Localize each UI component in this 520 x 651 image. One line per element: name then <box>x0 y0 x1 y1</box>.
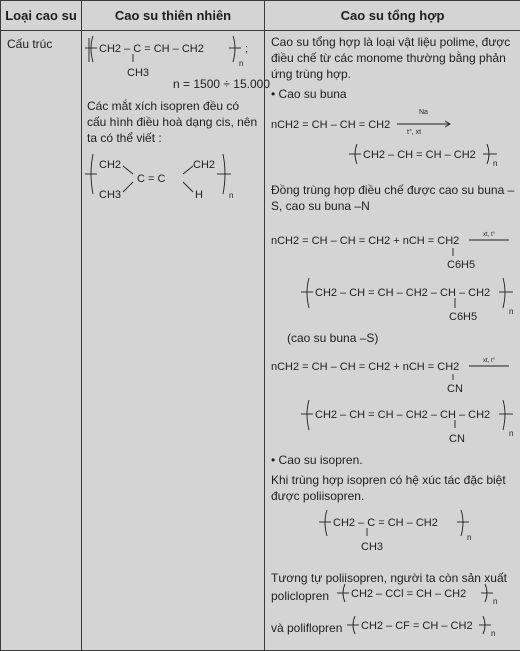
row-label-structure: Cấu trúc <box>7 37 53 51</box>
svg-text:CH2 – CH = CH – CH2: CH2 – CH = CH – CH2 <box>363 149 476 161</box>
svg-text:n: n <box>493 597 498 606</box>
svg-text:CH2 – CCl = CH – CH2: CH2 – CCl = CH – CH2 <box>351 588 467 600</box>
isoprene-text: Khi trùng hợp isopren có hệ xúc tác đặc biệt được poliisopren. <box>271 473 506 503</box>
svg-text:CH3: CH3 <box>99 189 122 201</box>
svg-text:CH2: CH2 <box>99 159 122 171</box>
isoprene-title: • Cao su isopren. <box>271 453 363 467</box>
svg-text:t°, xt: t°, xt <box>407 129 422 136</box>
svg-text:CN: CN <box>447 383 463 395</box>
svg-text:CH3: CH3 <box>127 67 150 79</box>
header-synthetic-rubber: Cao su tổng hợp <box>340 7 445 23</box>
svg-text:n: n <box>239 59 244 68</box>
svg-text:nCH2 = CH – CH = CH2: nCH2 = CH – CH = CH2 <box>271 119 391 131</box>
polyisoprene-formula <box>319 508 479 560</box>
header-natural-rubber: Cao su thiên nhiên <box>114 7 232 23</box>
buna-title: • Cao su buna <box>271 87 347 101</box>
svg-text:Na: Na <box>419 109 428 116</box>
buna-s-reaction <box>269 226 517 332</box>
svg-text:n: n <box>509 429 514 438</box>
svg-text:n: n <box>493 159 498 168</box>
svg-text:CH2 – CH = CH – CH2 – CH – CH2: CH2 – CH = CH – CH2 – CH – CH2 <box>315 409 491 421</box>
svg-text:xt, t°: xt, t° <box>483 232 496 238</box>
svg-text:C6H5: C6H5 <box>449 311 478 323</box>
svg-text:CH2 – CH = CH – CH2 – CH – CH2: CH2 – CH = CH – CH2 – CH – CH2 <box>315 287 491 299</box>
svg-text:CH3: CH3 <box>361 541 384 553</box>
svg-text:C = C: C = C <box>137 173 166 185</box>
natural-cis-formula <box>85 152 263 204</box>
header-divider <box>1 30 520 31</box>
header-rubber-type: Loại cao su <box>5 7 77 23</box>
natural-n-value: n = 1500 ÷ 15.000 <box>173 77 271 91</box>
copolymer-intro: Đồng trùng hợp điều chế được cao su buna –S, cao su buna –N <box>271 183 515 213</box>
natural-description: Các mắt xích isopren đều có cấu hình điều hoà dạng cis, nên ta có thể viết : <box>87 99 258 145</box>
synthetic-intro: Cao su tổng hợp là loại vật liệu polime, được điều chế từ các monome thường bằng phản ứng trùng hợp. <box>271 35 511 81</box>
svg-text:n: n <box>509 307 514 316</box>
svg-text:CH2 – CF = CH – CH2: CH2 – CF = CH – CH2 <box>361 620 473 632</box>
svg-text:n: n <box>229 191 234 200</box>
svg-text:CH2: CH2 <box>193 159 216 171</box>
buna-s-label: (cao su buna –S) <box>287 331 379 345</box>
polyfluoroprene-formula <box>347 614 517 638</box>
svg-text:CN: CN <box>449 433 465 445</box>
svg-text:H: H <box>195 189 203 201</box>
svg-text:CH2 – C = CH – CH2: CH2 – C = CH – CH2 <box>99 43 204 55</box>
column-divider <box>81 0 82 651</box>
svg-text:n: n <box>467 533 472 542</box>
svg-text:C6H5: C6H5 <box>447 259 476 271</box>
svg-text:;: ; <box>245 43 249 55</box>
buna-n-reaction <box>269 350 517 454</box>
svg-text:nCH2 = CH – CH = CH2 + nCH = C: nCH2 = CH – CH = CH2 + nCH = CH2 <box>271 361 460 373</box>
fluoro-name: và poliflopren <box>271 621 343 635</box>
svg-text:nCH2 = CH – CH = CH2 + nCH = C: nCH2 = CH – CH = CH2 + nCH = CH2 <box>271 235 460 247</box>
chloro-name: policlopren <box>271 589 330 603</box>
polychloroprene-formula <box>337 582 517 606</box>
svg-text:xt, t°: xt, t° <box>483 358 496 364</box>
svg-text:CH2 – C = CH – CH2: CH2 – C = CH – CH2 <box>333 517 438 529</box>
column-divider <box>264 0 265 651</box>
svg-text:n: n <box>491 629 496 638</box>
buna-reaction <box>269 104 517 168</box>
chloro-text: Tương tự poliisopren, người ta còn sản xuất <box>271 571 507 585</box>
